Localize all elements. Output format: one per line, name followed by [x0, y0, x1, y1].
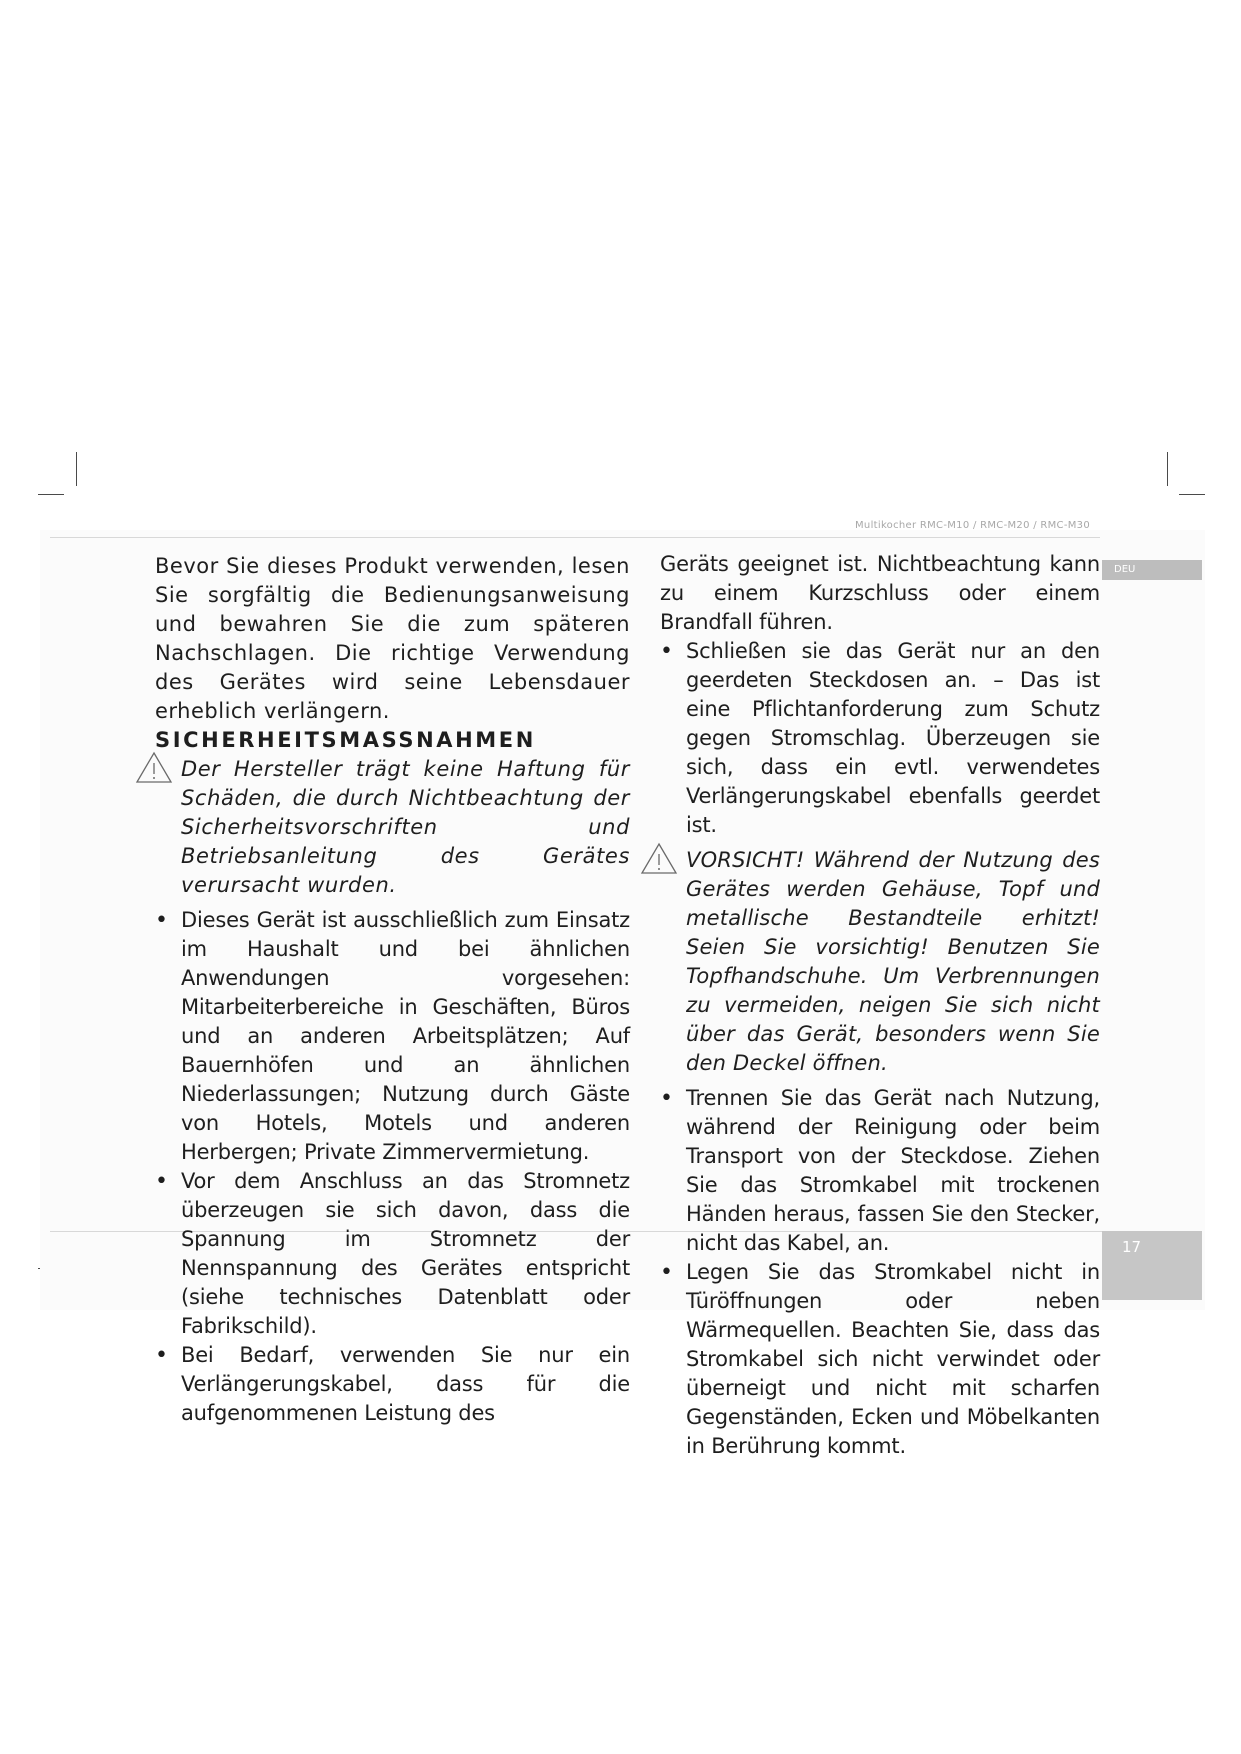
list-item: • Trennen Sie das Gerät nach Nutzung, während der Reinigung oder beim Transport von der Steckdose. Ziehen Sie das Stromkabel mit trockenen Händen heraus, fassen Sie den Stecker, nicht das Kabel, an.	[660, 1084, 1100, 1258]
page-number-box	[1102, 1231, 1202, 1300]
safety-list	[660, 1084, 1100, 1461]
language-tab: DEU	[1102, 560, 1202, 580]
crop-mark	[1179, 494, 1205, 495]
intro-paragraph: Bevor Sie dieses Produkt verwenden, lesen Sie sorgfältig die Bedienungsanweisung und bewahren Sie die zum späteren Nachschlagen. Die richtige Verwendung des Gerätes wird seine Lebensdauer erheblich verlängern.	[155, 554, 630, 723]
warning-triangle-icon	[640, 842, 678, 876]
page-number: 17	[1122, 1238, 1142, 1256]
left-column	[155, 552, 630, 1428]
section-heading: SICHERHEITSMASSNAHMEN	[155, 728, 536, 752]
warning-note	[155, 755, 630, 900]
warning-triangle-icon	[135, 751, 173, 785]
list-item: • Dieses Gerät ist ausschließlich zum Einsatz im Haushalt und bei ähnlichen Anwendungen vorgesehen: Mitarbeiterbereiche in Geschäften, Büros und an anderen Arbeitsplätzen; Auf Bauernhöfen und an ähnlichen Niederlassungen; Nutzung durch Gäste von Hotels, Motels und anderen Herbergen; Private Zimmervermietung.	[155, 906, 630, 1167]
running-header: Multikocher RMC-M10 / RMC-M20 / RMC-M30	[855, 520, 1090, 531]
safety-list	[660, 637, 1100, 840]
crop-mark	[38, 494, 64, 495]
list-item: • Legen Sie das Stromkabel nicht in Türöffnungen oder neben Wärmequellen. Beachten Sie, dass das Stromkabel sich nicht verwindet oder überneigt und nicht mit scharfen Gegenständen, Ecken und Möbelkanten in Berührung kommt.	[660, 1258, 1100, 1461]
warning-text: Der Hersteller trägt keine Haftung für Schäden, die durch Nichtbeachtung der Sicherheitsvorschriften und Betriebsanleitung des Gerätes verursacht wurden.	[181, 757, 630, 897]
safety-list	[155, 906, 630, 1428]
right-column	[660, 550, 1100, 1461]
list-item: • Schließen sie das Gerät nur an den geerdeten Steckdosen an. – Das ist eine Pflichtanforderung zum Schutz gegen Stromschlag. Überzeugen sie sich, dass ein evtl. verwendetes Verlängerungskabel ebenfalls geerdet ist.	[660, 637, 1100, 840]
warning-note	[660, 846, 1100, 1078]
crop-mark	[1167, 452, 1168, 486]
list-item: • Vor dem Anschluss an das Stromnetz überzeugen sie sich davon, dass die Spannung im Stromnetz der Nennspannung des Gerätes entspricht (siehe technisches Datenblatt oder Fabrikschild).	[155, 1167, 630, 1341]
header-rule	[50, 537, 1100, 538]
warning-text: VORSICHT! Während der Nutzung des Gerätes werden Gehäuse, Topf und metallische Bestandteile erhitzt! Seien Sie vorsichtig! Benutzen Sie Topfhandschuhe. Um Verbrennungen zu vermeiden, neigen Sie sich nicht über das Gerät, besonders wenn Sie den Deckel öffnen.	[686, 848, 1100, 1075]
crop-mark	[76, 452, 77, 486]
list-item: • Bei Bedarf, verwenden Sie nur ein Verlängerungskabel, dass für die aufgenommenen Leistung des	[155, 1341, 630, 1428]
continued-paragraph: Geräts geeignet ist. Nichtbeachtung kann zu einem Kurzschluss oder einem Brandfall führen.	[660, 552, 1100, 634]
